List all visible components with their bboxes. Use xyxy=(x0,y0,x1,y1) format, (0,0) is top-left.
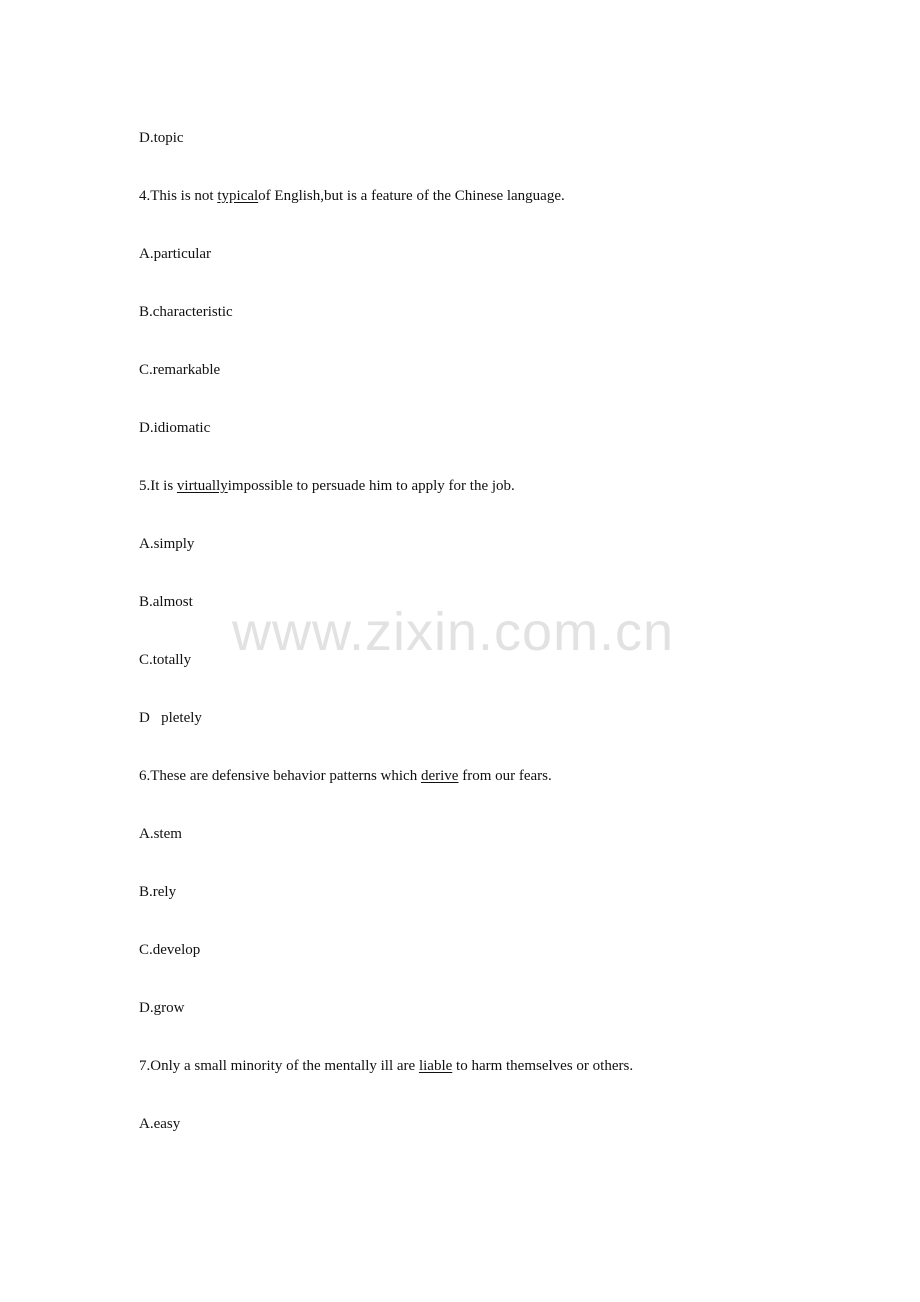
question-7-keyword: liable xyxy=(418,1058,453,1074)
question-5 xyxy=(139,477,515,495)
question-6-keyword: derive xyxy=(420,768,459,784)
option-4a: A.particular xyxy=(139,246,212,262)
question-7-suffix: to harm themselves or others. xyxy=(452,1058,634,1074)
question-4-prefix: 4.This is not xyxy=(139,188,218,204)
option-6a: A.stem xyxy=(139,826,182,842)
option-7a: A.easy xyxy=(139,1116,181,1132)
question-5-keyword: virtually xyxy=(176,478,228,494)
question-6 xyxy=(139,767,552,785)
question-6-prefix: 6.These are defensive behavior patterns which xyxy=(139,768,421,784)
option-6d: D.grow xyxy=(139,1000,185,1016)
question-4-keyword: typical xyxy=(217,188,259,204)
option-5a: A.simply xyxy=(139,536,195,552)
option-5b: B.almost xyxy=(139,594,193,610)
option-4b: B.characteristic xyxy=(139,304,233,320)
question-7-prefix: 7.Only a small minority of the mentally ill are xyxy=(139,1058,419,1074)
option-5d: D pletely xyxy=(139,710,202,726)
question-4 xyxy=(139,187,565,205)
question-4-suffix: of English,but is a feature of the Chinese language. xyxy=(258,188,565,204)
question-5-prefix: 5.It is xyxy=(139,478,177,494)
option-5c: C.totally xyxy=(139,652,192,668)
option-4c: C.remarkable xyxy=(139,362,221,378)
option-4d: D.idiomatic xyxy=(139,420,211,436)
option-3d: D.topic xyxy=(139,130,184,146)
option-6b: B.rely xyxy=(139,884,177,900)
question-5-suffix: impossible to persuade him to apply for the job. xyxy=(227,478,515,494)
question-6-suffix: from our fears. xyxy=(458,768,552,784)
question-7 xyxy=(139,1057,633,1075)
watermark: www.zixin.com.cn xyxy=(232,602,675,662)
option-6c: C.develop xyxy=(139,942,201,958)
